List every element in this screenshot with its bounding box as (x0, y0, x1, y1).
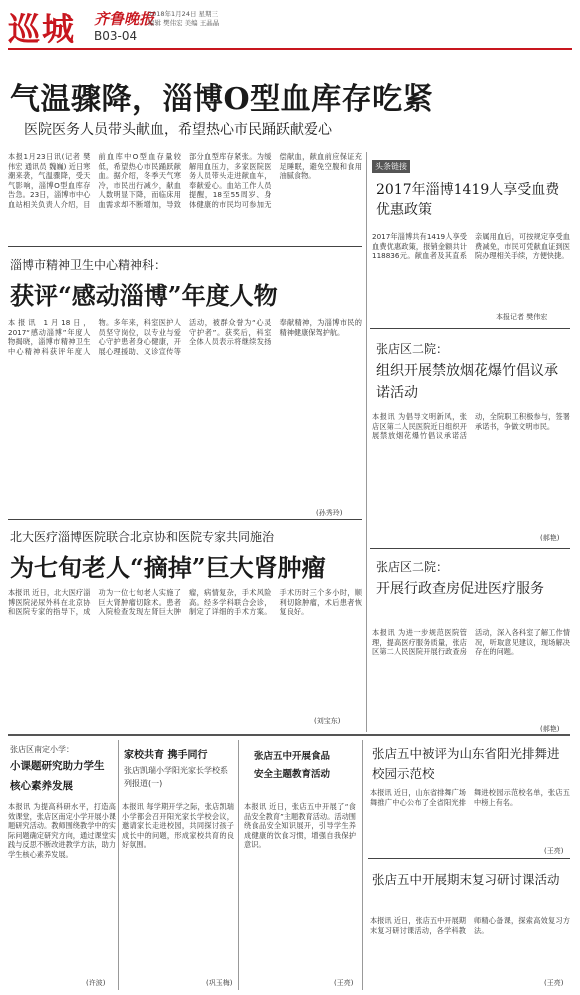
section-title: 巡城 (8, 10, 77, 48)
bottom3-body: 本报讯 近日，张店五中开展了“食品安全教育”主题教育活动。活动围绕食品安全知识展开，引导学生养成健康的饮食习惯，增强自我保护意识。 (244, 802, 356, 850)
sidebar1-tag (372, 154, 410, 173)
sidebar1-credit: 本报记者 樊伟宏 (496, 313, 548, 321)
story3-headline: 为七旬老人“摘掉”巨大肾肿瘤 (10, 553, 326, 582)
separator (8, 246, 362, 247)
sidebar2-kicker: 张店区二院： (376, 342, 449, 356)
sidebar1-tag-label: 头条链接 (372, 160, 410, 173)
bottom1-credit: (许波) (86, 979, 106, 987)
bottom4-credit: (王亮) (544, 847, 564, 855)
paper-name: 齐鲁晚报 (94, 10, 155, 28)
story3-kicker: 北大医疗淄博医院联合北京协和医院专家共同施治 (10, 530, 275, 544)
story2-credit: (孙秀玲) (316, 509, 343, 517)
sidebar3-kicker: 张店区二院： (376, 560, 449, 574)
column-divider (366, 152, 367, 732)
bottom1-headline: 小课题研究助力学生核心素养发展 (10, 760, 105, 792)
issue-date: 2018年1月24日 星期三 (148, 10, 219, 18)
bottom4-headline: 张店五中被评为山东省阳光排舞进校园示范校 (372, 746, 560, 781)
bottom4-body: 本报讯 近日，山东省排舞广场舞推广中心公布了全省阳光排舞进校园示范校名单，张店五中榜上有名。 (370, 788, 570, 807)
bottom-band-rule (8, 734, 570, 736)
story2-headline: 获评“感动淄博”年度人物 (10, 281, 278, 310)
story3-credit: (刘宝东) (314, 717, 341, 725)
bottom3-credit: (王亮) (334, 979, 354, 987)
bottom5-body: 本报讯 近日，张店五中开展期末复习研讨课活动，各学科教师精心备课，探索高效复习方法。 (370, 916, 570, 935)
editor-credit: 编辑 樊伟宏 美编 王晶晶 (148, 19, 220, 27)
bottom2-headline: 张店凯瑞小学阳光家长学校系列报道(一) (124, 766, 228, 788)
bottom3-kicker: 张店五中开展食品 (254, 751, 331, 762)
sidebar2-credit: (郝艳) (540, 534, 560, 542)
bottom2-credit: (巩玉梅) (206, 979, 233, 987)
separator (368, 858, 570, 859)
column-divider (118, 740, 119, 990)
separator (8, 519, 362, 520)
story3-body: 本报讯 近日，北大医疗淄博医院泌尿外科在北京协和医院专家的指导下，成功为一位七旬老人实施了巨大肾肿瘤切除术。患者入院检查发现左肾巨大肿瘤，病情复杂，手术风险高。经多学科联合会诊，制定了详细的手术方案。手术历时三个多小时，顺利切除肿瘤，术后患者恢复良好。 (8, 588, 362, 617)
lead-body: 本报1月23日讯(记者 樊伟宏 通讯员 魏巍) 近日寒潮来袭，气温骤降，受天气影响，淄博O型血库存告急。23日，淄博市中心血站相关负责人介绍，目前血库中O型血存量较低，希望热心市民踊跃献血。据介绍，冬季天气寒冷，市民出行减少，献血人数明显下降，而临床用血需求却不断增加，导致部分血型库存紧张。为缓解用血压力，多家医院医务人员带头走进献血车，奉献爱心。血站工作人员提醒，18至55周岁、身体健康的市民均可参加无偿献血，献血前应保证充足睡眠，避免空腹和食用油腻食物。 (8, 152, 362, 209)
story2-kicker: 淄博市精神卫生中心精神科： (10, 258, 167, 272)
sidebar1-body: 2017年淄博共有1419人享受血费优惠政策，报销金额共计118836元。献血者及其直系亲属用血后，可按规定享受血费减免，市民可凭献血证到医院办理相关手续，方便快捷。 (372, 232, 570, 261)
masthead-rule (8, 48, 572, 50)
sidebar3-headline: 开展行政查房促进医疗服务 (376, 581, 544, 597)
column-divider (238, 740, 239, 990)
separator (370, 548, 570, 549)
sidebar2-body: 本报讯 为倡导文明新风，张店区第二人民医院近日组织开展禁放烟花爆竹倡议承诺活动，全院职工积极参与，签署承诺书，争做文明市民。 (372, 412, 570, 441)
bottom1-kicker: 张店区南定小学： (10, 745, 74, 754)
separator (370, 328, 570, 329)
sidebar1-headline: 2017年淄博1419人享受血费优惠政策 (376, 182, 560, 218)
bottom5-credit: (王亮) (544, 979, 564, 987)
bottom3-headline: 安全主题教育活动 (254, 769, 331, 780)
bottom1-body: 本报讯 为提高科研水平，打造高效课堂，张店区南定小学开展小课题研究活动。教师围绕教学中的实际问题确定研究方向，通过课堂实践与反思不断改进教学方法，助力学生核心素养发展。 (8, 802, 116, 859)
bottom2-body: 本报讯 每学期开学之际，张店凯瑞小学都会召开阳光家长学校会议，邀请家长走进校园，共同探讨孩子成长中的问题，形成家校共育的良好氛围。 (122, 802, 234, 850)
lead-headline: 气温骤降，淄博O型血库存吃紧 (10, 82, 434, 117)
story2-body: 本报讯 1月18日，2017“感动淄博”年度人物揭晓，淄博市精神卫生中心精神科获评年度人物。多年来，科室医护人员坚守岗位，以专业与爱心守护患者身心健康，开展心理援助、义诊宣传等活动，被群众誉为“心灵守护者”。获奖后，科室全体人员表示将继续发扬奉献精神，为淄博市民的精神健康保驾护航。 (8, 318, 362, 356)
lead-subhead: 医院医务人员带头献血，希望热心市民踊跃献爱心 (24, 122, 332, 138)
page-number: B03-04 (94, 29, 138, 43)
column-divider (362, 740, 363, 990)
sidebar3-body: 本报讯 为进一步规范医院管理，提高医疗服务质量，张店区第二人民医院开展行政查房活动，深入各科室了解工作情况，听取意见建议，现场解决存在的问题。 (372, 628, 570, 657)
bottom2-kicker: 家校共育 携手同行 (124, 750, 208, 761)
bottom5-headline: 张店五中开展期末复习研讨课活动 (372, 872, 560, 887)
sidebar2-headline: 组织开展禁放烟花爆竹倡议承诺活动 (376, 363, 558, 401)
sidebar3-credit: (郝艳) (540, 725, 560, 733)
